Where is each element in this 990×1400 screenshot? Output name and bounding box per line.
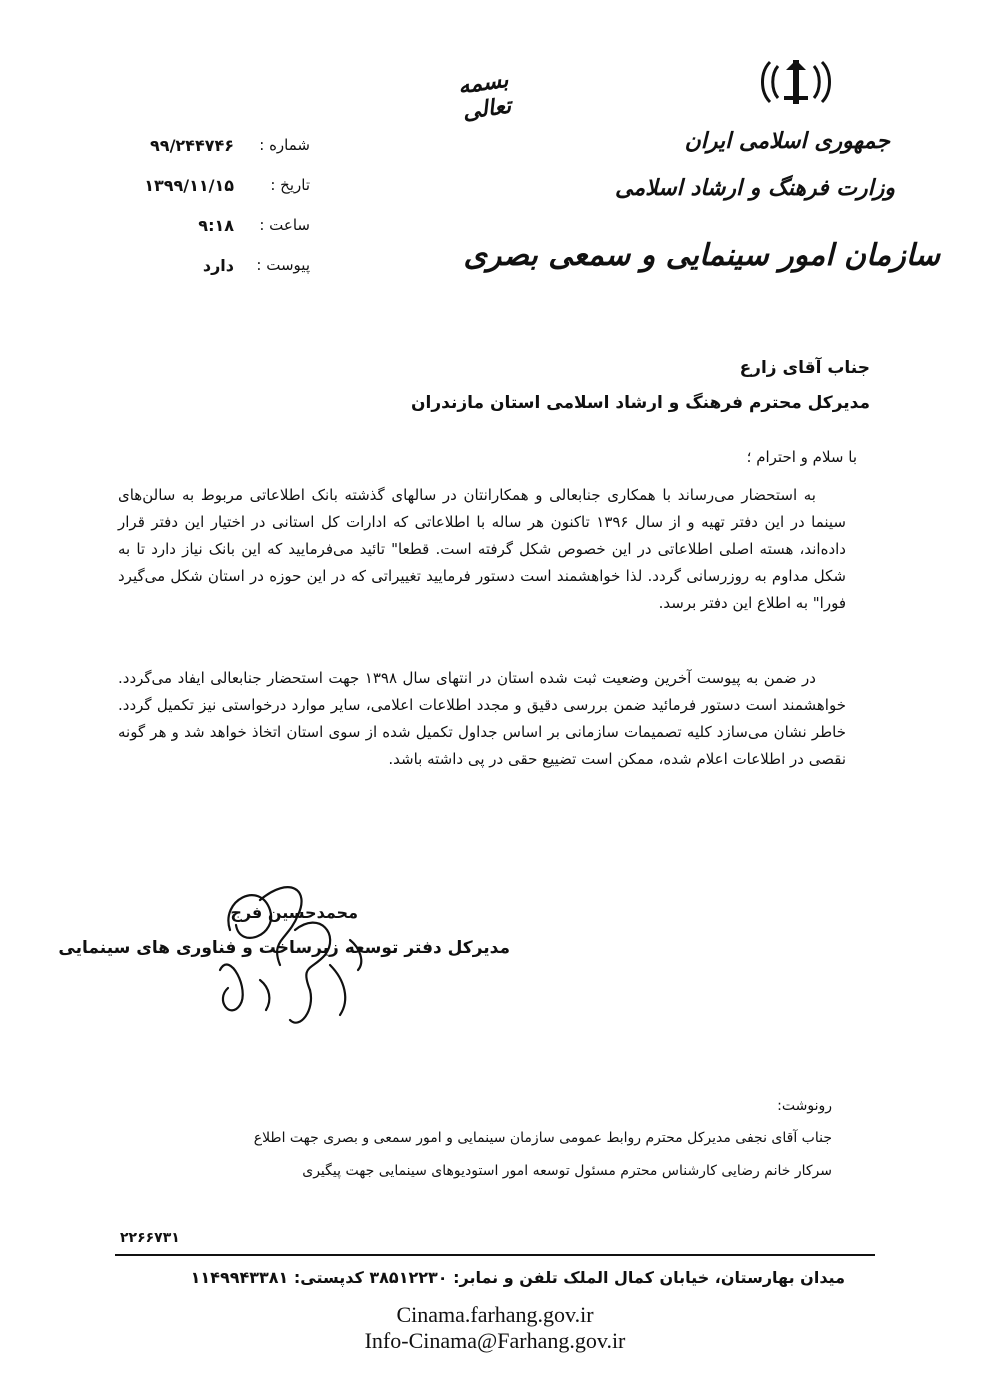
footer-address: میدان بهارستان، خیابان کمال الملک تلفن و نمابر: ۳۸۵۱۲۲۳۰ کدپستی: ۱۱۴۹۹۴۳۳۸۱ — [190, 1268, 845, 1287]
cc-label: رونوشت: — [777, 1098, 832, 1114]
greeting: با سلام و احترام ؛ — [746, 448, 857, 466]
invocation-text: بسمه تعالی — [456, 66, 513, 126]
date-label: تاریخ : — [270, 176, 310, 194]
meta-date-row — [110, 176, 310, 216]
body-paragraph-1: به استحضار می‌رساند با همکاری جنابعالی و همکارانتان در سالهای گذشته بانک اطلاعاتی مربوط به سالن‌های سینما در این دفتر تهیه و از سال ۱۳۹۶ تاکنون هر ساله با اطلاعاتی که ادارات کل استانی در اختیار این دفتر قرار داده‌اند، هسته اصلی اطلاعاتی در این خصوص شکل گرفته است. قطعا" تائید می‌فرمایید که این بانک نیاز دارد تا به شکل مداوم به روزرسانی گردد. لذا خواهشمند است دستور فرمایید تغییراتی که در این حوزه در استان شکل می‌گیرد فورا" به اطلاع این دفتر برسد. — [118, 486, 846, 612]
recipient-title: مدیرکل محترم فرهنگ و ارشاد اسلامی استان مازندران — [411, 393, 870, 413]
cc-item: جناب آقای نجفی مدیرکل محترم روابط عمومی سازمان سینمایی و امور سمعی و بصری جهت اطلاع — [253, 1130, 832, 1146]
time-label: ساعت : — [259, 216, 310, 234]
meta-attachment-row — [110, 256, 310, 296]
footer-website: Cinama.farhang.gov.ir — [396, 1302, 594, 1327]
cc-item: سرکار خانم رضایی کارشناس محترم مسئول توسعه امور استودیوهای سینمایی جهت پیگیری — [302, 1163, 832, 1179]
body-paragraph-2: در ضمن به پیوست آخرین وضعیت ثبت شده استان در انتهای سال ۱۳۹۸ جهت استحضار جنابعالی ایفاد می‌گردد. خواهشمند است دستور فرمائید ضمن بررسی دقیق و مجدد اطلاعات اعلامی، سایر موارد درخواستی نیز تکمیل گردد. خاطر نشان می‌سازد کلیه تصمیمات سازمانی بر اساس جداول تکمیل شده از سوی استان اتخاذ خواهد شد و هر گونه نقصی در اطلاعات اعلام شده، ممکن است تضییع حقی در پی داشته باشد. — [118, 669, 846, 768]
letter-meta — [110, 136, 310, 296]
iran-emblem-icon — [756, 56, 836, 108]
date-value: ۱۳۹۹/۱۱/۱۵ — [144, 176, 234, 195]
letterhead-ministry: وزارت فرهنگ و ارشاد اسلامی — [614, 175, 895, 201]
meta-number-row — [110, 136, 310, 176]
footer-divider — [115, 1254, 875, 1256]
letterhead-organization: سازمان امور سینمایی و سمعی بصری — [463, 238, 940, 273]
number-value: ۹۹/۲۴۴۷۴۶ — [150, 136, 234, 155]
footer-email: Info-Cinama@Farhang.gov.ir — [364, 1328, 626, 1353]
time-value: ۹:۱۸ — [198, 216, 234, 235]
signatory-title: مدیرکل دفتر توسعه زیرساخت و فناوری های سینمایی — [58, 938, 510, 958]
signatory-name: محمدحسین فرج — [230, 903, 358, 922]
letterhead-country: جمهوری اسلامی ایران — [684, 128, 890, 154]
reference-number: ۲۲۶۶۷۳۱ — [120, 1230, 180, 1246]
attachment-label: پیوست : — [256, 256, 310, 274]
recipient-name: جناب آقای زارع — [739, 358, 870, 378]
meta-time-row — [110, 216, 310, 256]
attachment-value: دارد — [202, 256, 234, 275]
number-label: شماره : — [259, 136, 310, 154]
